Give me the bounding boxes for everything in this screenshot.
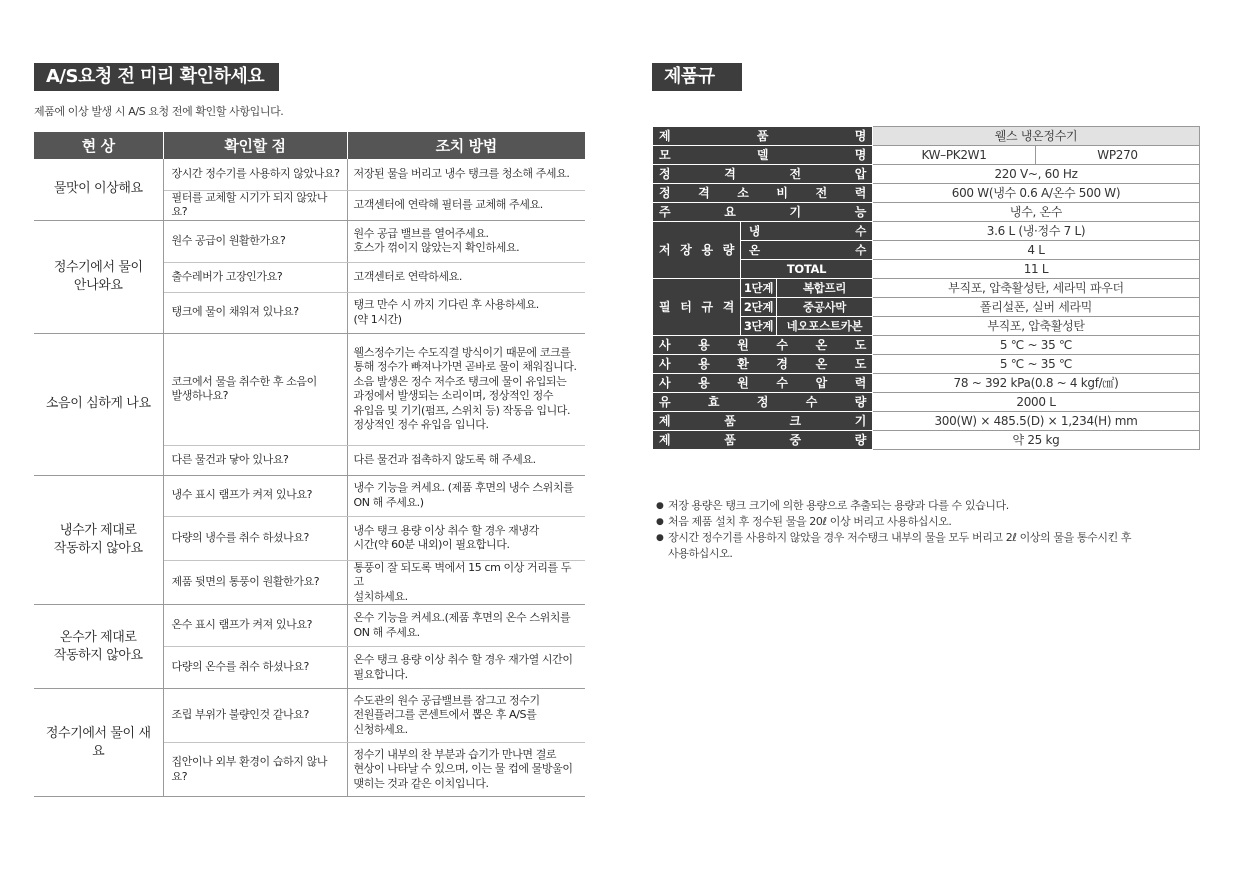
check-cell: 출수레버가 고장인가요? xyxy=(163,262,347,292)
label-char: 장 xyxy=(680,243,692,257)
check-cell: 다량의 온수를 취수 하셨나요? xyxy=(163,647,347,689)
action-cell: 온수 기능을 켜세요.(제품 후면의 온수 스위치를 ON 해 주세요. xyxy=(347,605,585,647)
action-cell: 냉수 기능을 켜세요. (제품 후면의 냉수 스위치를 ON 해 주세요.) xyxy=(347,475,585,516)
spec-value: 3.6 L (냉·정수 7 L) xyxy=(873,222,1200,241)
label-char: 사 xyxy=(659,357,671,371)
label-char: 수 xyxy=(776,376,788,390)
action-cell: 고객센터에 연락해 필터를 교체해 주세요. xyxy=(347,190,585,220)
label-char: 경 xyxy=(776,357,788,371)
spec-row-water-pressure xyxy=(653,374,1200,393)
filter-value-2: 폴리설폰, 실버 세라믹 xyxy=(873,298,1200,317)
spec-value: 600 W(냉수 0.6 A/온수 500 W) xyxy=(873,184,1200,203)
label-char: 력 xyxy=(854,186,866,200)
label-char: 크 xyxy=(789,414,801,428)
label-char: 주 xyxy=(659,205,671,219)
label-char: 원 xyxy=(737,376,749,390)
symptom-cell: 온수가 제대로 작동하지 않아요 xyxy=(34,605,163,689)
bullet-icon: ● xyxy=(656,501,664,511)
label-char: 용 xyxy=(698,338,710,352)
spec-row-effective xyxy=(653,393,1200,412)
label-char: 사 xyxy=(659,376,671,390)
spec-label xyxy=(653,393,872,411)
filter-value-3: 부직포, 압축활성탄 xyxy=(873,317,1200,336)
action-cell: 수도관의 원수 공급밸브를 잠그고 정수기 전원플러그를 콘센트에서 뽑은 후 A/S를 신청하세요. xyxy=(347,689,585,743)
spec-value: 11 L xyxy=(873,260,1200,279)
as-section-title: A/S요청 전 미리 확인하세요 xyxy=(34,63,279,91)
label-char: 정 xyxy=(756,395,769,409)
check-cell: 탱크에 물이 채워져 있나요? xyxy=(163,292,347,333)
label-char: 환 xyxy=(737,357,749,371)
label-char: 능 xyxy=(854,205,866,219)
table-row xyxy=(34,333,585,445)
spec-note xyxy=(656,498,1176,514)
bullet-icon: ● xyxy=(656,517,664,527)
label-char: 유 xyxy=(659,395,671,409)
label-char: 도 xyxy=(854,338,866,352)
label-char: 수 xyxy=(776,338,788,352)
filter-name-3: 네오포스트카본 xyxy=(777,317,873,336)
label-char: 품 xyxy=(724,433,736,447)
check-cell: 장시간 정수기를 사용하지 않았나요? xyxy=(163,159,347,190)
spec-sublabel xyxy=(741,241,872,259)
spec-label xyxy=(653,412,872,430)
spec-value: 220 V~, 60 Hz xyxy=(873,165,1200,184)
spec-value: 웰스 냉온정수기 xyxy=(873,127,1200,146)
label-char: 규 xyxy=(701,300,713,314)
label-char: 제 xyxy=(659,414,671,428)
spec-value-model-2: WP270 xyxy=(1036,146,1200,165)
spec-value: 냉수, 온수 xyxy=(873,203,1200,222)
label-char: 정 xyxy=(659,186,671,200)
spec-row-product-name xyxy=(653,127,1200,146)
label-char: 비 xyxy=(776,186,788,200)
spec-label xyxy=(653,165,872,183)
action-cell: 통풍이 잘 되도록 벽에서 15 cm 이상 거리를 두고 설치하세요. xyxy=(347,560,585,605)
spec-row-size xyxy=(653,412,1200,431)
spec-value-model-1: KW–PK2W1 xyxy=(873,146,1036,165)
spec-label xyxy=(653,336,872,354)
spec-label xyxy=(653,355,872,373)
spec-label xyxy=(653,184,872,202)
action-cell: 탱크 만수 시 까지 기다린 후 사용하세요. (약 1시간) xyxy=(347,292,585,333)
check-cell: 원수 공급이 원활한가요? xyxy=(163,220,347,262)
spec-note-text: 장시간 정수기를 사용하지 않았을 경우 저수탱크 내부의 물을 모두 버리고 2ℓ 이상의 물을 통수시킨 후 사용하십시오. xyxy=(668,531,1132,560)
label-char: 정 xyxy=(659,167,671,181)
spec-label xyxy=(653,127,872,145)
spec-label xyxy=(653,374,872,392)
label-char: 명 xyxy=(854,129,867,143)
label-char: 압 xyxy=(854,167,866,181)
label-char: 기 xyxy=(789,205,801,219)
action-cell: 저장된 물을 버리고 냉수 탱크를 청소해 주세요. xyxy=(347,159,585,190)
filter-stage-1: 1단계 xyxy=(741,279,777,298)
label-char: 효 xyxy=(707,395,720,409)
check-cell: 집안이나 외부 환경이 습하지 않나요? xyxy=(163,743,347,797)
table-row xyxy=(34,475,585,516)
spec-value: 4 L xyxy=(873,241,1200,260)
column-header-action: 조치 방법 xyxy=(347,132,585,159)
spec-value: 5 ℃ ~ 35 ℃ xyxy=(873,336,1200,355)
spec-note xyxy=(656,530,1176,562)
filter-name-2: 중공사막 xyxy=(777,298,873,317)
label-char: 수 xyxy=(855,243,867,257)
spec-section-title: 제품규격 xyxy=(652,63,742,91)
label-char: 수 xyxy=(805,395,818,409)
symptom-cell: 물맛이 이상해요 xyxy=(34,159,163,220)
label-char: 원 xyxy=(737,338,749,352)
label-char: 델 xyxy=(756,148,769,162)
label-char: 력 xyxy=(854,376,866,390)
label-char: 온 xyxy=(815,338,827,352)
symptom-cell: 소음이 심하게 나요 xyxy=(34,333,163,475)
spec-sublabel xyxy=(741,222,872,240)
table-row xyxy=(34,605,585,647)
spec-value: 5 ℃ ~ 35 ℃ xyxy=(873,355,1200,374)
label-char: 량 xyxy=(722,243,734,257)
filter-name-1: 복합프리 xyxy=(777,279,873,298)
check-cell: 다른 물건과 닿아 있나요? xyxy=(163,445,347,475)
label-char: 명 xyxy=(854,148,867,162)
action-cell: 고객센터로 연락하세요. xyxy=(347,262,585,292)
action-cell: 다른 물건과 접촉하지 않도록 해 주세요. xyxy=(347,445,585,475)
label-char: 량 xyxy=(854,395,866,409)
spec-label xyxy=(653,298,740,316)
action-cell: 온수 탱크 용량 이상 취수 할 경우 재가열 시간이 필요합니다. xyxy=(347,647,585,689)
label-char: 전 xyxy=(815,186,827,200)
label-char: 요 xyxy=(724,205,736,219)
as-section-subtitle: 제품에 이상 발생 시 A/S 요청 전에 확인할 사항입니다. xyxy=(34,105,284,118)
filter-value-1: 부직포, 압축활성탄, 세라믹 파우더 xyxy=(873,279,1200,298)
label-char: 용 xyxy=(701,243,713,257)
label-char: 중 xyxy=(789,433,801,447)
as-check-table xyxy=(34,132,585,797)
spec-notes xyxy=(656,498,1176,562)
spec-row-model xyxy=(653,146,1200,165)
spec-note xyxy=(656,514,1176,530)
label-char: 필 xyxy=(659,300,671,314)
spec-row-weight xyxy=(653,431,1200,450)
label-char: 모 xyxy=(659,148,671,162)
table-row xyxy=(34,689,585,743)
label-char: 도 xyxy=(854,357,866,371)
label-char: 품 xyxy=(724,414,736,428)
bullet-icon: ● xyxy=(656,533,664,543)
filter-stage-2: 2단계 xyxy=(741,298,777,317)
label-char: 냉 xyxy=(749,224,760,238)
table-row xyxy=(34,159,585,190)
label-char: 제 xyxy=(659,129,671,143)
check-cell: 제품 뒷면의 통풍이 원활한가요? xyxy=(163,560,347,605)
label-char: 량 xyxy=(854,433,866,447)
label-char: 용 xyxy=(698,376,710,390)
label-char: 압 xyxy=(815,376,827,390)
spec-value: 2000 L xyxy=(873,393,1200,412)
label-char: 소 xyxy=(737,186,749,200)
label-char: 저 xyxy=(659,243,671,257)
spec-row-rated-power xyxy=(653,184,1200,203)
spec-label xyxy=(653,241,740,259)
label-char: 온 xyxy=(815,357,827,371)
as-table-header xyxy=(34,132,585,159)
spec-label xyxy=(653,203,872,221)
action-cell: 원수 공급 밸브를 열어주세요. 호스가 꺾이지 않았는지 확인하세요. xyxy=(347,220,585,262)
label-char: 격 xyxy=(722,300,734,314)
column-header-symptom: 현 상 xyxy=(34,132,163,159)
spec-value: 78 ~ 392 kPa(0.8 ~ 4 kgf/㎠) xyxy=(873,374,1200,393)
check-cell: 다량의 냉수를 취수 하셨나요? xyxy=(163,516,347,560)
check-cell: 필터를 교체할 시기가 되지 않았나요? xyxy=(163,190,347,220)
label-char: 기 xyxy=(854,414,866,428)
spec-row-main-function xyxy=(653,203,1200,222)
label-char: 전 xyxy=(789,167,801,181)
check-cell: 냉수 표시 램프가 켜져 있나요? xyxy=(163,475,347,516)
spec-note-text: 처음 제품 설치 후 정수된 물을 20ℓ 이상 버리고 사용하십시오. xyxy=(668,515,952,528)
check-cell: 온수 표시 램프가 켜져 있나요? xyxy=(163,605,347,647)
label-char: 온 xyxy=(749,243,760,257)
label-char: 용 xyxy=(698,357,710,371)
check-cell: 코크에서 물을 취수한 후 소음이 발생하나요? xyxy=(163,333,347,445)
spec-table xyxy=(652,126,1200,450)
label-char: 수 xyxy=(855,224,867,238)
spec-row-water-temp xyxy=(653,336,1200,355)
table-row xyxy=(34,220,585,262)
spec-value: 300(W) × 485.5(D) × 1,234(H) mm xyxy=(873,412,1200,431)
label-char: 품 xyxy=(756,129,769,143)
check-cell: 조립 부위가 불량인것 같나요? xyxy=(163,689,347,743)
spec-row-storage-cold xyxy=(653,222,1200,241)
spec-value: 약 25 kg xyxy=(873,431,1200,450)
spec-sublabel-total: TOTAL xyxy=(741,260,873,279)
label-char: 격 xyxy=(724,167,736,181)
column-header-check: 확인할 점 xyxy=(163,132,347,159)
action-cell: 웰스정수기는 수도직결 방식이기 때문에 코크를 통해 정수가 빠져나가면 곧바로 물이 채워집니다. 소음 발생은 정수 저수조 탱크에 물이 유입되는 과정에서 발생되는 소리이며, 정상적인 정수 유입음 및 기기(펌프, 스위치 등) 작동음 입니다. 정상적인 정수 유입음 입니다. xyxy=(347,333,585,445)
spec-note-text: 저장 용량은 탱크 크기에 의한 용량으로 추출되는 용량과 다를 수 있습니다. xyxy=(668,499,1009,512)
spec-row-rated-voltage xyxy=(653,165,1200,184)
filter-stage-3: 3단계 xyxy=(741,317,777,336)
action-cell: 냉수 탱크 용량 이상 취수 할 경우 재냉각 시간(약 60분 내외)이 필요합니다. xyxy=(347,516,585,560)
symptom-cell: 냉수가 제대로 작동하지 않아요 xyxy=(34,475,163,605)
label-char: 터 xyxy=(680,300,692,314)
label-char: 사 xyxy=(659,338,671,352)
spec-label xyxy=(653,146,872,164)
symptom-cell: 정수기에서 물이 안나와요 xyxy=(34,220,163,333)
spec-row-filter-1 xyxy=(653,279,1200,298)
label-char: 격 xyxy=(698,186,710,200)
action-cell: 정수기 내부의 찬 부분과 습기가 만나면 결로 현상이 나타날 수 있으며, 이는 물 컵에 물방울이 맺히는 것과 같은 이치입니다. xyxy=(347,743,585,797)
symptom-cell: 정수기에서 물이 새요 xyxy=(34,689,163,797)
label-char: 제 xyxy=(659,433,671,447)
spec-row-env-temp xyxy=(653,355,1200,374)
spec-label xyxy=(653,431,872,449)
